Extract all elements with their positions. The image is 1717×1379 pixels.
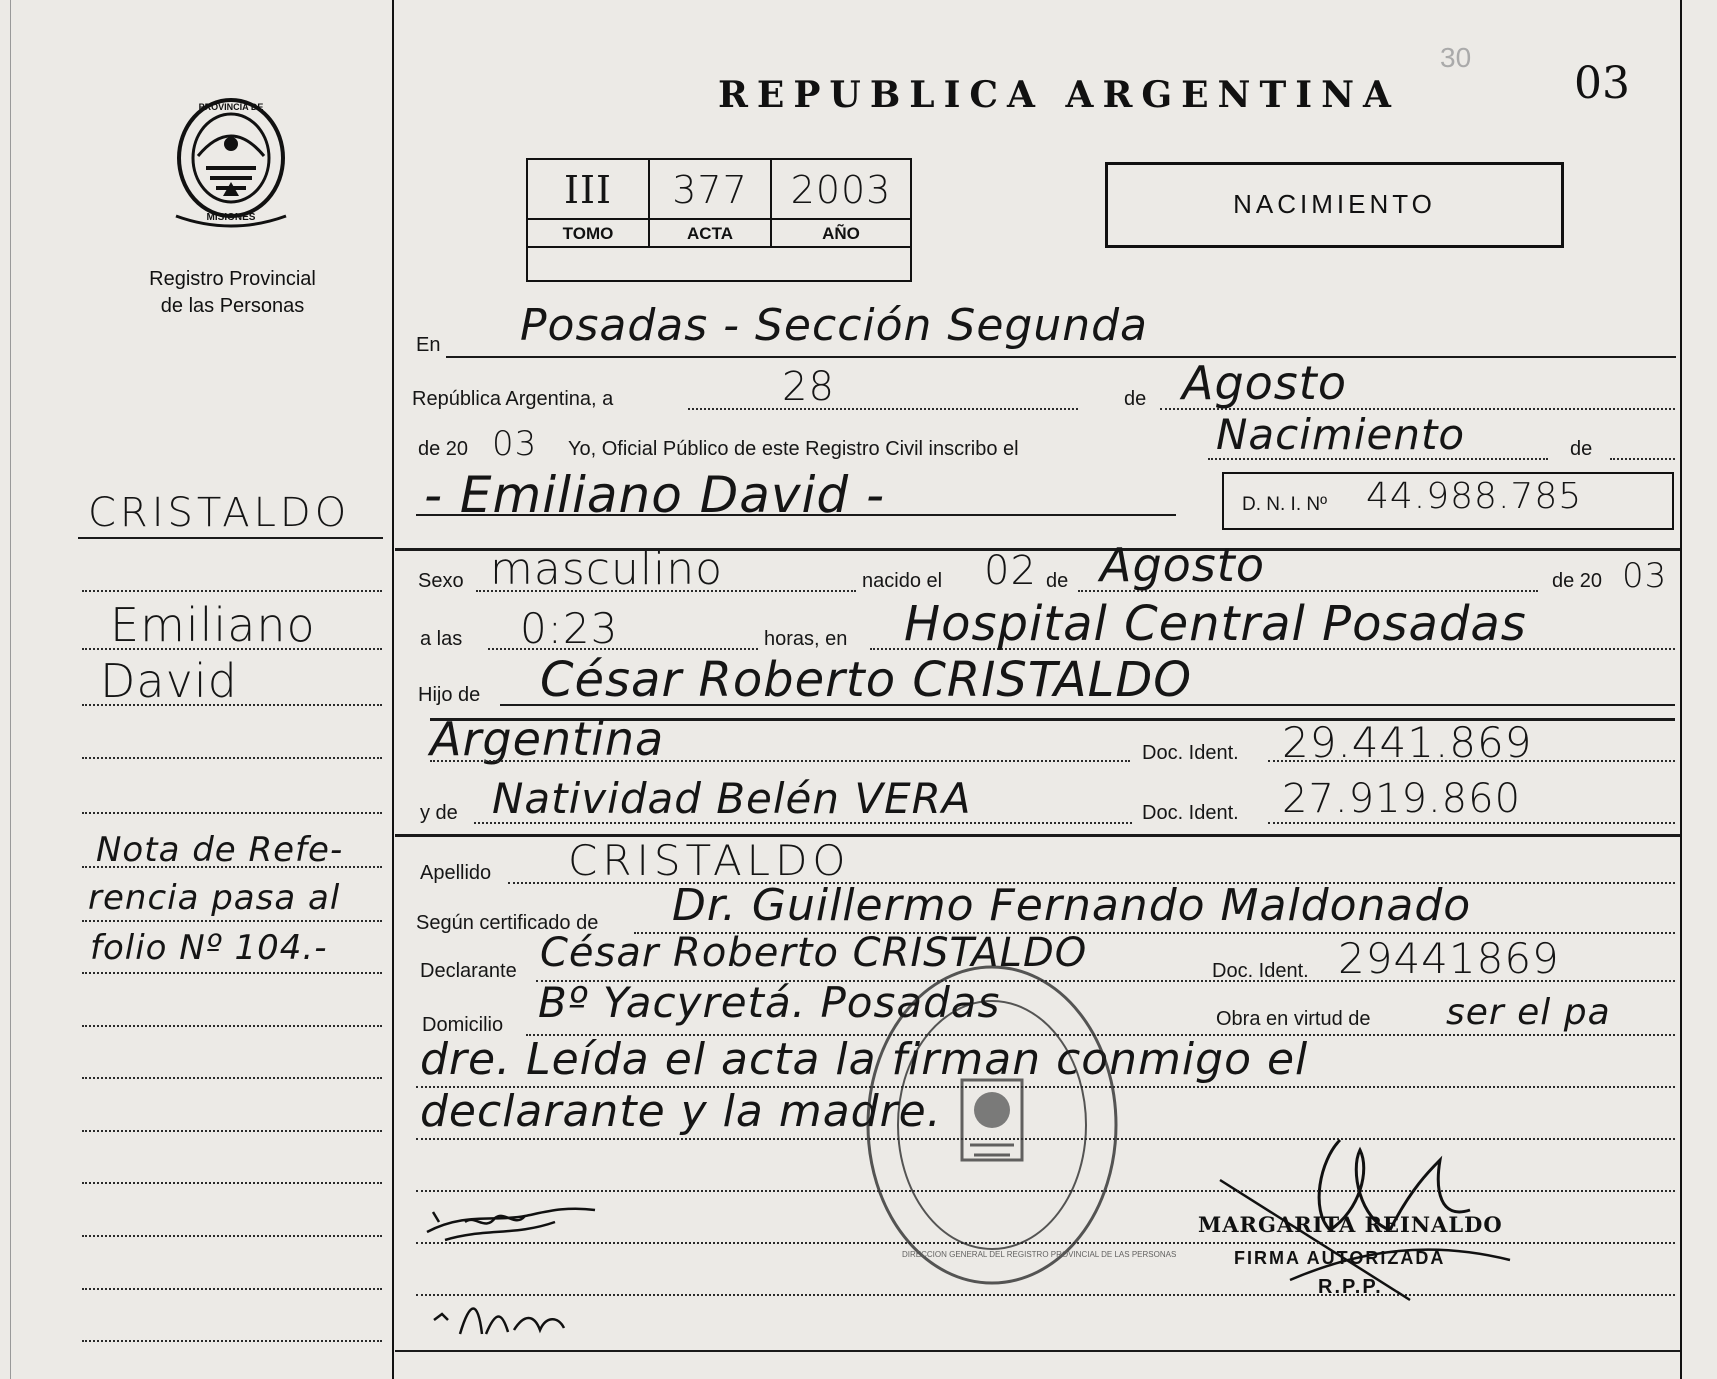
margin-rule	[82, 757, 382, 759]
margin-rule	[82, 866, 382, 868]
stamp-ring-text: DIRECCION GENERAL DEL REGISTRO PROVINCIAL DE LAS PERSONAS	[902, 1250, 1177, 1259]
father-doc-label: Doc. Ident.	[1142, 742, 1239, 764]
obra-value: ser el pa	[1446, 992, 1611, 1033]
margin-note-line-2: rencia pasa al	[88, 878, 341, 918]
margin-given-name-2: David	[100, 654, 238, 708]
margin-surname: CRISTALDO	[88, 490, 351, 536]
father-nationality-value: Argentina	[430, 712, 665, 766]
mother-name-value: Natividad Belén VERA	[492, 774, 972, 823]
tomo-value: III	[563, 168, 613, 212]
registry-title	[110, 266, 355, 320]
birth-day-value: 02	[984, 548, 1037, 594]
month-value: Agosto	[1182, 356, 1347, 410]
official-name: MARGARITA REINALDO	[1198, 1212, 1503, 1237]
margin-rule	[82, 1182, 382, 1184]
certifier-value: Dr. Guillermo Fernando Maldonado	[672, 880, 1472, 931]
margin-rule	[82, 1077, 382, 1079]
acta-cell	[650, 160, 772, 246]
sexo-label: Sexo	[418, 570, 464, 592]
margin-rule	[82, 1288, 382, 1290]
nationality-line	[430, 760, 1130, 762]
oficial-text: Yo, Oficial Público de este Registro Civil inscribo el	[568, 438, 1019, 460]
en-line	[446, 356, 1676, 358]
child-name-value: - Emiliano David -	[424, 466, 886, 524]
en-value: Posadas - Sección Segunda	[520, 300, 1149, 351]
acta-value: 377	[672, 168, 748, 212]
margin-rule	[82, 1130, 382, 1132]
country-header: REPUBLICA ARGENTINA	[718, 74, 1400, 116]
day-line	[688, 408, 1078, 410]
apellido-label: Apellido	[420, 862, 492, 884]
domicilio-label: Domicilio	[422, 1014, 504, 1036]
official-office: R.P.P.	[1318, 1276, 1383, 1298]
anio-value: 2003	[790, 168, 892, 212]
declarant-signature	[425, 1192, 625, 1262]
anio-label: AÑO	[772, 218, 910, 248]
margin-note-line-3: folio Nº 104.-	[90, 928, 328, 968]
margin-given-name-1: Emiliano	[110, 598, 316, 652]
margin-rule	[82, 920, 382, 922]
alas-label: a las	[420, 628, 463, 650]
provincial-seal-logo	[168, 96, 294, 236]
tomo-label: TOMO	[528, 218, 648, 248]
segun-label: Según certificado de	[416, 912, 599, 934]
birth-place-value: Hospital Central Posadas	[904, 596, 1527, 652]
official-round-stamp	[862, 960, 1177, 1290]
mother-signature	[430, 1290, 630, 1350]
hijo-label: Hijo de	[418, 684, 481, 706]
anio-cell	[772, 160, 912, 246]
margin-rule	[82, 1025, 382, 1027]
father-name-value: César Roberto CRISTALDO	[540, 652, 1193, 708]
obra-continuation-1: dre. Leída el acta la firman conmigo el	[420, 1034, 1309, 1085]
de3-label: de	[1046, 570, 1069, 592]
declarante-value: César Roberto CRISTALDO	[540, 930, 1088, 976]
mother-doc-line	[1268, 822, 1675, 824]
horas-label: horas, en	[764, 628, 848, 650]
apellido-value: CRISTALDO	[568, 836, 851, 885]
inscription-type-value: Nacimiento	[1216, 410, 1466, 459]
de-label: de	[1124, 388, 1147, 410]
declarante-label: Declarante	[420, 960, 517, 982]
margin-rule	[82, 590, 382, 592]
margin-rule	[82, 648, 382, 650]
year-value: 03	[492, 424, 538, 464]
obra-label: Obra en virtud de	[1216, 1008, 1371, 1030]
official-title: FIRMA AUTORIZADA	[1234, 1248, 1446, 1268]
nacido-label: nacido el	[862, 570, 943, 592]
en-label: En	[416, 334, 441, 356]
de2-label: de	[1570, 438, 1593, 460]
act-type-box	[1105, 162, 1564, 248]
margin-rule	[82, 704, 382, 706]
de20-label: de 20	[1552, 570, 1603, 592]
faint-page-mark: 30	[1440, 42, 1472, 73]
declarante-doc-label: Doc. Ident.	[1212, 960, 1309, 982]
registry-title-line1: Registro Provincial	[149, 268, 316, 290]
dni-value: 44.988.785	[1366, 476, 1583, 517]
birth-year-value: 03	[1622, 556, 1668, 596]
registry-title-line2: de las Personas	[160, 295, 305, 317]
margin-rule	[82, 812, 382, 814]
bottom-line	[395, 1350, 1680, 1352]
birth-month-value: Agosto	[1100, 538, 1265, 592]
time-value: 0:23	[520, 604, 619, 653]
republica-label: República Argentina, a	[412, 388, 614, 410]
act-type-label: NACIMIENTO	[1233, 189, 1436, 219]
seal-bottom-text: MISIONES	[206, 212, 256, 223]
dni-label: D. N. I. Nº	[1242, 494, 1328, 515]
seal-top-text: PROVINCIA DE	[198, 102, 264, 112]
margin-rule	[82, 1235, 382, 1237]
yde-label: y de	[420, 802, 458, 824]
father-doc-value: 29.441.869	[1282, 718, 1533, 767]
right-border-line	[1680, 0, 1682, 1379]
child-name-line	[416, 514, 1176, 516]
margin-surname-underline	[78, 537, 383, 539]
acta-label: ACTA	[650, 218, 770, 248]
de2-line	[1610, 458, 1675, 460]
dni-box	[1222, 472, 1674, 530]
reference-box-bottom	[528, 246, 910, 282]
year-prefix-label: de 20	[418, 438, 469, 460]
margin-rule	[82, 972, 382, 974]
margin-note-line-1: Nota de Refe-	[96, 830, 344, 870]
declarante-doc-value: 29441869	[1338, 934, 1560, 983]
mother-doc-label: Doc. Ident.	[1142, 802, 1239, 824]
sexo-value: masculino	[490, 544, 724, 595]
margin-divider	[392, 0, 394, 1379]
margin-rule	[82, 1340, 382, 1342]
register-reference-box	[526, 158, 912, 282]
day-value: 28	[782, 364, 835, 410]
left-edge-line	[10, 0, 11, 1379]
mother-doc-value: 27.919.860	[1282, 776, 1522, 822]
page-number: 03	[1574, 58, 1630, 109]
obra-continuation-2: declarante y la madre.	[420, 1086, 942, 1137]
domicilio-value: Bº Yacyretá. Posadas	[538, 978, 1001, 1027]
tomo-cell	[528, 160, 650, 246]
